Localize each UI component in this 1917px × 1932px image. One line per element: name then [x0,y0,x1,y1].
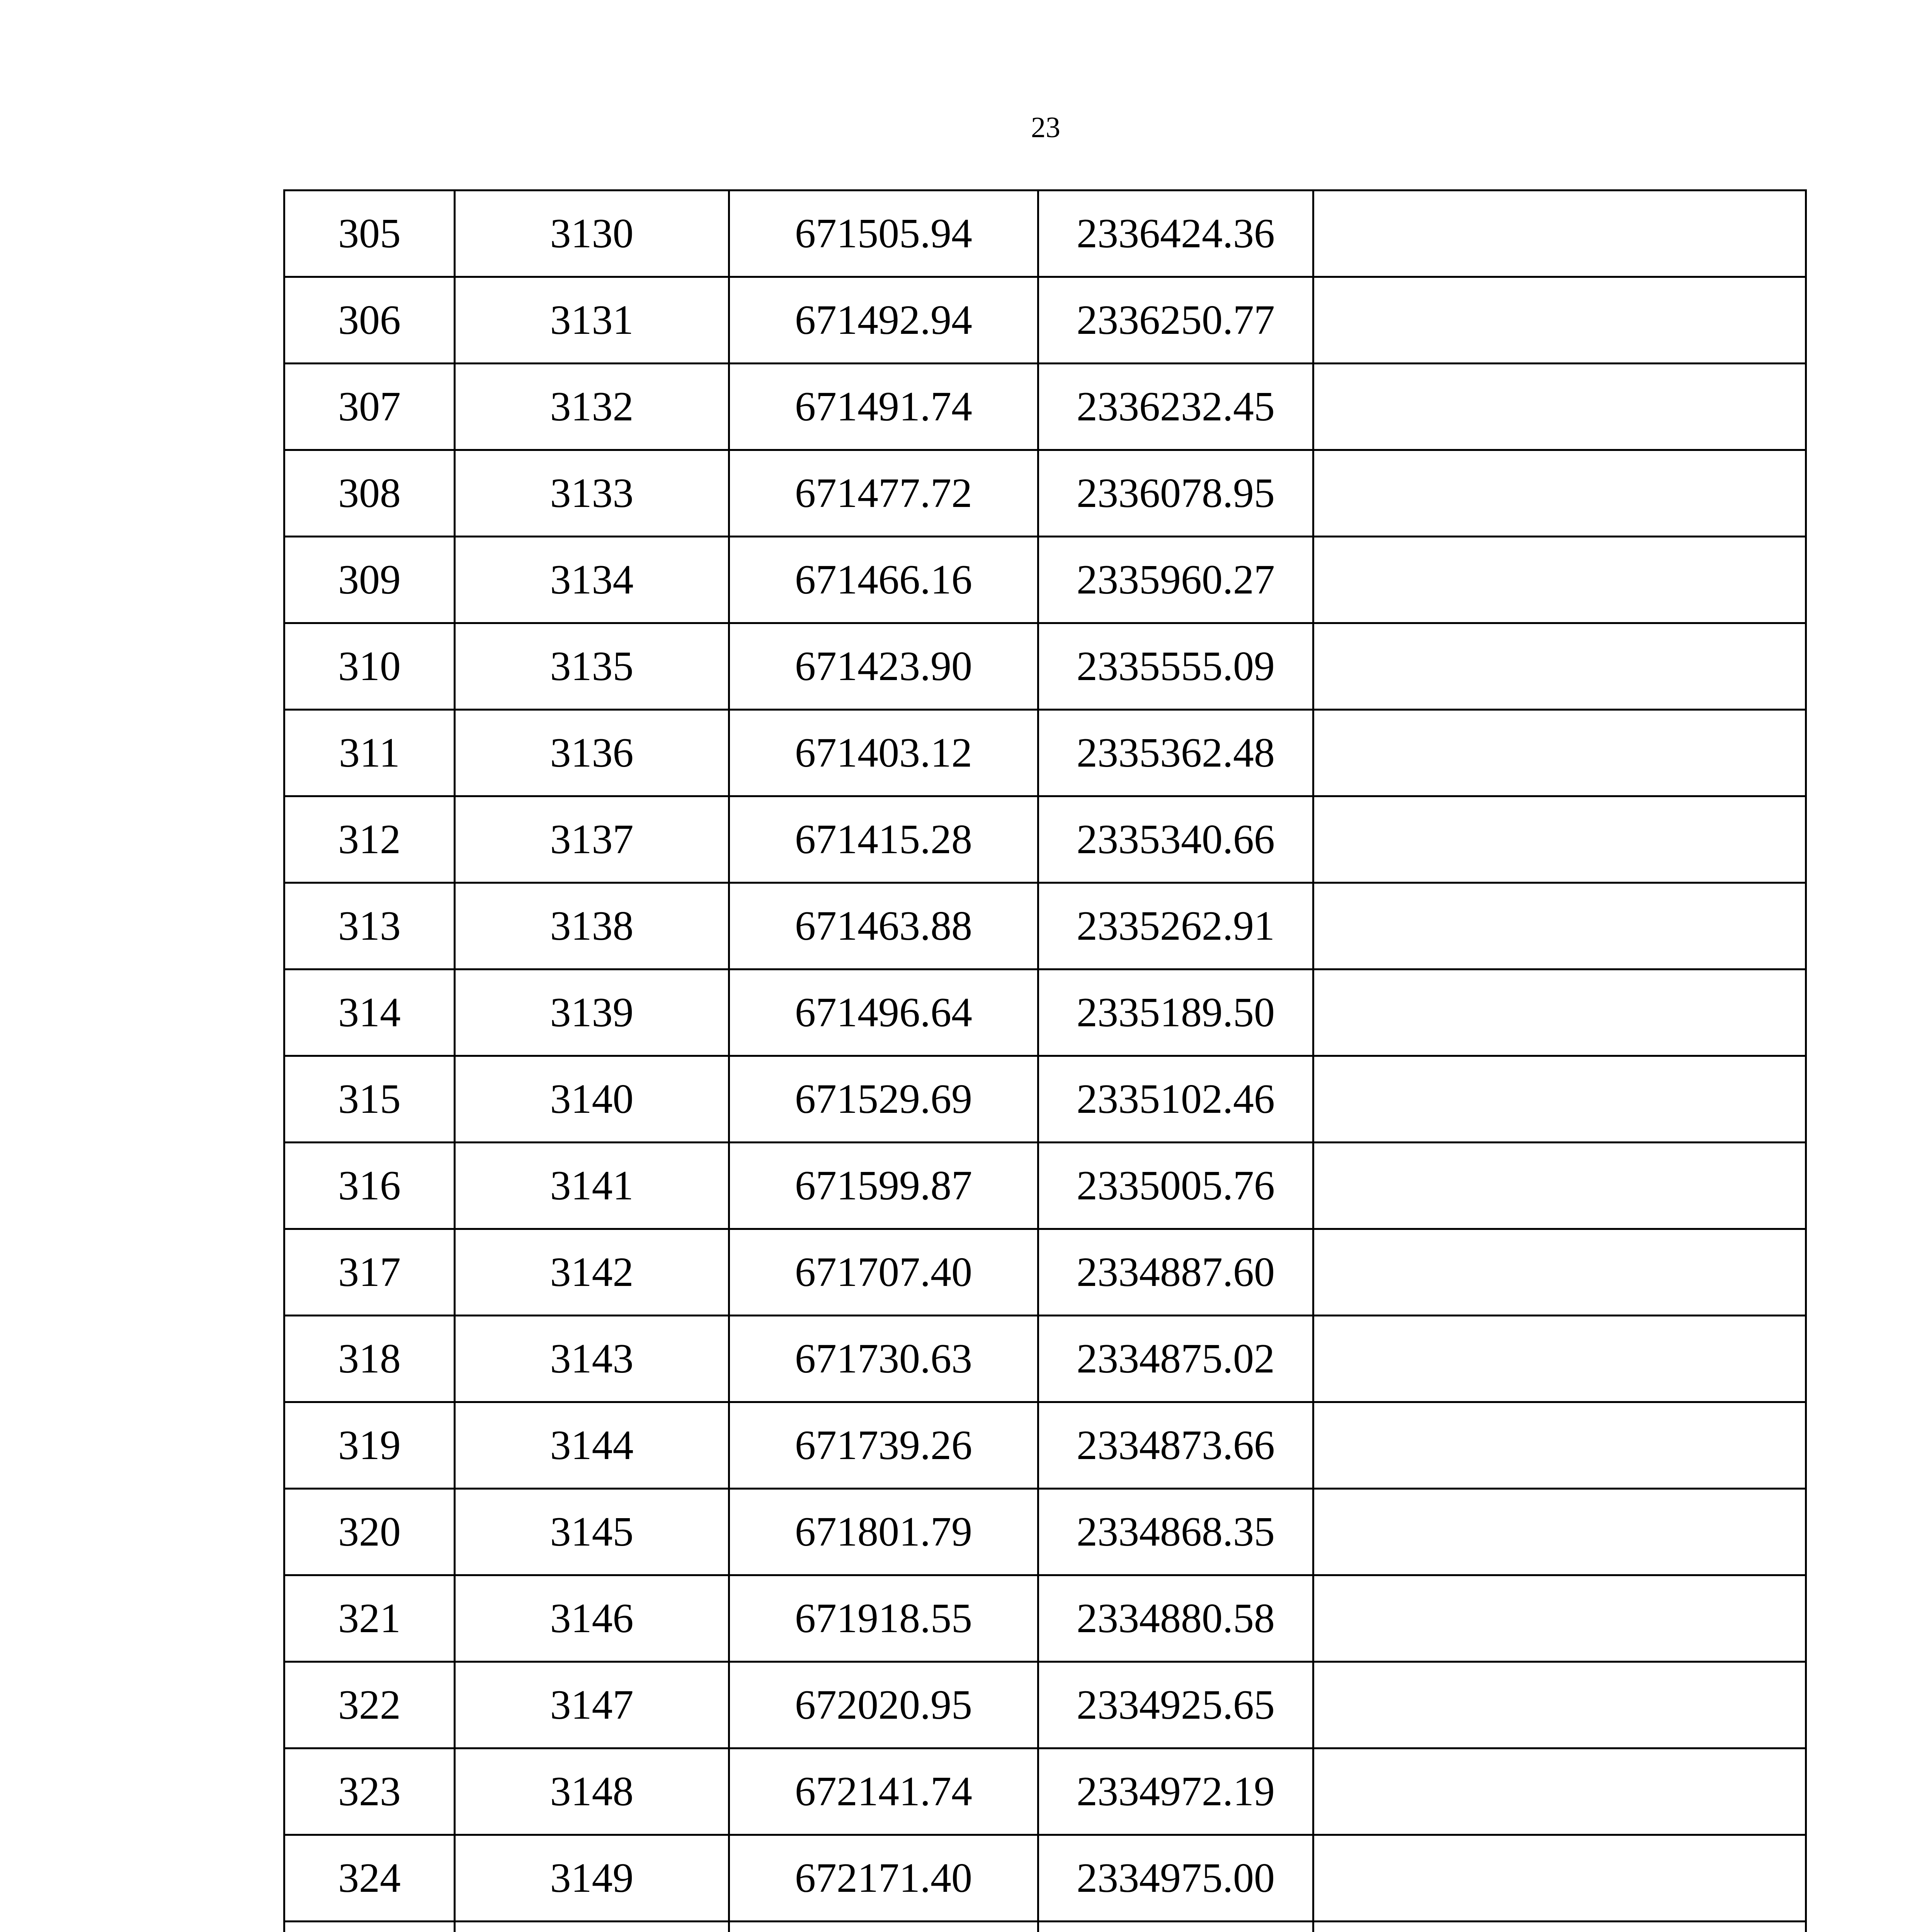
seq-cell: 320 [284,1489,455,1575]
table-row [284,1316,1806,1402]
x-coordinate-cell: 671403.12 [729,710,1038,796]
seq-cell: 314 [284,969,455,1056]
x-coordinate-cell: 671505.94 [729,190,1038,277]
y-coordinate-cell: 2335362.48 [1038,710,1313,796]
x-coordinate-cell: 672141.74 [729,1748,1038,1835]
point-id-cell: 3143 [455,1316,729,1402]
table-row [284,1489,1806,1575]
point-id-cell: 3141 [455,1143,729,1229]
note-cell [1313,883,1806,969]
x-coordinate-cell: 671477.72 [729,450,1038,537]
table-body [284,190,1806,1932]
point-id-cell: 3138 [455,883,729,969]
point-id-cell: 3130 [455,190,729,277]
seq-cell: 324 [284,1835,455,1922]
note-cell [1313,1835,1806,1922]
x-coordinate-cell: 671415.28 [729,796,1038,883]
x-coordinate-cell: 671801.79 [729,1489,1038,1575]
x-coordinate-cell: 671491.74 [729,364,1038,450]
seq-cell: 313 [284,883,455,969]
x-coordinate-cell: 671423.90 [729,623,1038,710]
seq-cell [284,1922,455,1932]
point-id-cell: 3142 [455,1229,729,1316]
point-id-cell: 3134 [455,537,729,623]
y-coordinate-cell: 2335102.46 [1038,1056,1313,1143]
note-cell [1313,1662,1806,1748]
y-coordinate-cell: 2334873.66 [1038,1402,1313,1489]
point-id-cell: 3133 [455,450,729,537]
seq-cell: 309 [284,537,455,623]
y-coordinate-cell: 2334887.60 [1038,1229,1313,1316]
y-coordinate-cell: 2335005.76 [1038,1143,1313,1229]
point-id-cell: 3147 [455,1662,729,1748]
x-coordinate-cell: 671466.16 [729,537,1038,623]
seq-cell: 305 [284,190,455,277]
seq-cell: 315 [284,1056,455,1143]
note-cell [1313,364,1806,450]
x-coordinate-cell: 671529.69 [729,1056,1038,1143]
point-id-cell: 3136 [455,710,729,796]
note-cell [1313,1489,1806,1575]
point-id-cell: 3140 [455,1056,729,1143]
seq-cell: 311 [284,710,455,796]
x-coordinate-cell: 671496.64 [729,969,1038,1056]
page-number: 23 [1031,111,1060,144]
y-coordinate-cell [1038,1922,1313,1932]
note-cell [1313,796,1806,883]
seq-cell: 310 [284,623,455,710]
note-cell [1313,1316,1806,1402]
y-coordinate-cell: 2336078.95 [1038,450,1313,537]
note-cell [1313,1922,1806,1932]
table-row [284,1143,1806,1229]
seq-cell: 321 [284,1575,455,1662]
table-row [284,450,1806,537]
seq-cell: 319 [284,1402,455,1489]
point-id-cell: 3148 [455,1748,729,1835]
table-row [284,969,1806,1056]
y-coordinate-cell: 2335555.09 [1038,623,1313,710]
point-id-cell: 3144 [455,1402,729,1489]
x-coordinate-cell: 671730.63 [729,1316,1038,1402]
x-coordinate-cell [729,1922,1038,1932]
note-cell [1313,1229,1806,1316]
seq-cell: 323 [284,1748,455,1835]
seq-cell: 317 [284,1229,455,1316]
y-coordinate-cell: 2335262.91 [1038,883,1313,969]
point-id-cell: 3145 [455,1489,729,1575]
table-row [284,1922,1806,1932]
note-cell [1313,190,1806,277]
y-coordinate-cell: 2336250.77 [1038,277,1313,364]
y-coordinate-cell: 2336424.36 [1038,190,1313,277]
point-id-cell: 3135 [455,623,729,710]
coordinate-table [283,189,1807,1932]
note-cell [1313,537,1806,623]
y-coordinate-cell: 2334880.58 [1038,1575,1313,1662]
note-cell [1313,1748,1806,1835]
y-coordinate-cell: 2335340.66 [1038,796,1313,883]
seq-cell: 306 [284,277,455,364]
y-coordinate-cell: 2335960.27 [1038,537,1313,623]
table-row [284,1662,1806,1748]
y-coordinate-cell: 2335189.50 [1038,969,1313,1056]
note-cell [1313,450,1806,537]
y-coordinate-cell: 2334975.00 [1038,1835,1313,1922]
table-row [284,1835,1806,1922]
table-row [284,1056,1806,1143]
seq-cell: 308 [284,450,455,537]
note-cell [1313,1143,1806,1229]
x-coordinate-cell: 672171.40 [729,1835,1038,1922]
y-coordinate-cell: 2334925.65 [1038,1662,1313,1748]
point-id-cell: 3137 [455,796,729,883]
note-cell [1313,969,1806,1056]
table-row [284,1575,1806,1662]
seq-cell: 312 [284,796,455,883]
seq-cell: 322 [284,1662,455,1748]
x-coordinate-cell: 671599.87 [729,1143,1038,1229]
y-coordinate-cell: 2336232.45 [1038,364,1313,450]
table-row [284,190,1806,277]
x-coordinate-cell: 671739.26 [729,1402,1038,1489]
x-coordinate-cell: 671463.88 [729,883,1038,969]
point-id-cell: 3131 [455,277,729,364]
table-row [284,364,1806,450]
x-coordinate-cell: 672020.95 [729,1662,1038,1748]
table-row [284,277,1806,364]
table-row [284,1402,1806,1489]
point-id-cell: 3139 [455,969,729,1056]
x-coordinate-cell: 671918.55 [729,1575,1038,1662]
table-row [284,1748,1806,1835]
table-row [284,537,1806,623]
table-row [284,1229,1806,1316]
y-coordinate-cell: 2334875.02 [1038,1316,1313,1402]
seq-cell: 316 [284,1143,455,1229]
note-cell [1313,710,1806,796]
x-coordinate-cell: 671707.40 [729,1229,1038,1316]
note-cell [1313,277,1806,364]
seq-cell: 307 [284,364,455,450]
point-id-cell [455,1922,729,1932]
table-row [284,710,1806,796]
note-cell [1313,1402,1806,1489]
note-cell [1313,1575,1806,1662]
point-id-cell: 3146 [455,1575,729,1662]
note-cell [1313,623,1806,710]
y-coordinate-cell: 2334972.19 [1038,1748,1313,1835]
note-cell [1313,1056,1806,1143]
point-id-cell: 3149 [455,1835,729,1922]
table-row [284,623,1806,710]
seq-cell: 318 [284,1316,455,1402]
y-coordinate-cell: 2334868.35 [1038,1489,1313,1575]
x-coordinate-cell: 671492.94 [729,277,1038,364]
table-row [284,883,1806,969]
point-id-cell: 3132 [455,364,729,450]
table-row [284,796,1806,883]
